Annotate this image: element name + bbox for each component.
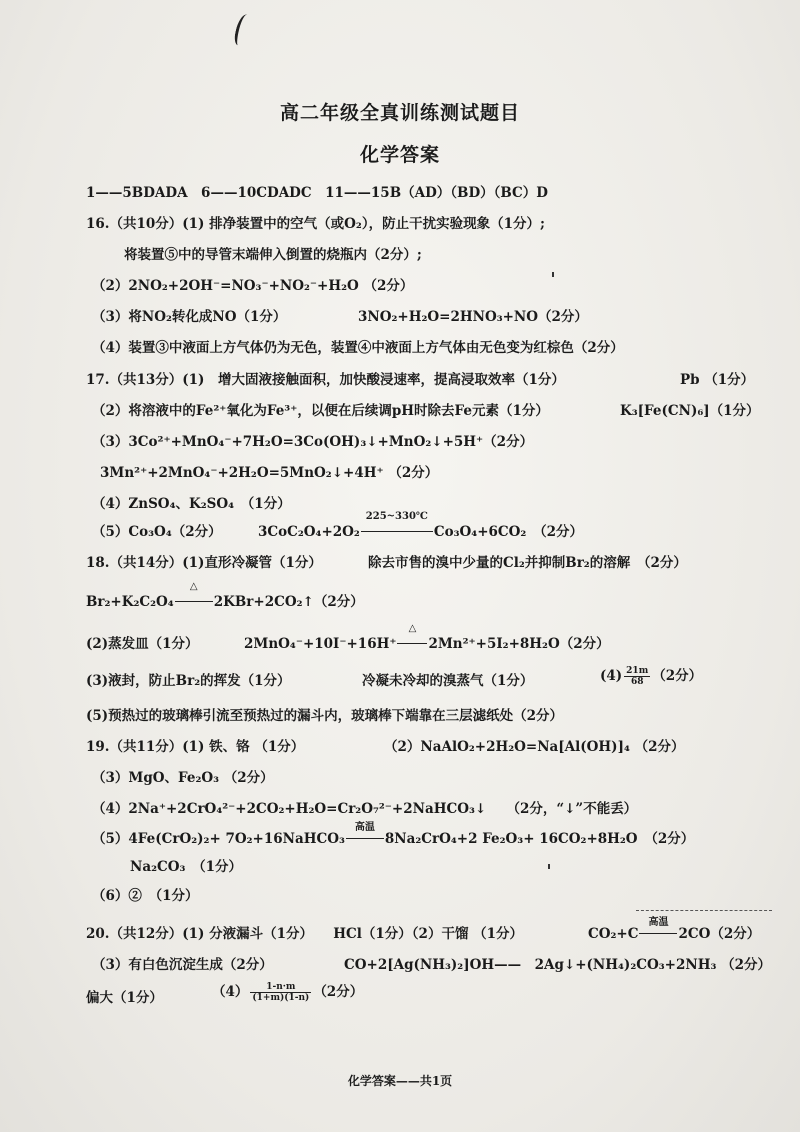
fraction (624, 666, 650, 687)
q18-part4 (600, 664, 702, 687)
q19-part1: 19.（共11分）(1) 铁、铬 （1分） (86, 739, 305, 755)
equation-right: 2KBr+2CO₂↑（2分） (213, 594, 364, 610)
reaction-arrow (639, 933, 677, 934)
denominator: 68 (630, 677, 644, 687)
ink-speck (548, 864, 550, 869)
q19-part5-equation (92, 822, 695, 847)
q19-part6: （6）② （1分） (92, 888, 199, 904)
q16-part3-a: （3）将NO₂转化成NO（1分） (92, 309, 287, 325)
q16-part1: 16.（共10分）(1) 排净装置中的空气（或O₂），防止干扰实验现象（1分）; (86, 216, 545, 232)
q20-part3-b: CO+2[Ag(NH₃)₂]OH—— 2Ag↓+(NH₄)₂CO₃+2NH₃ （2分） (344, 957, 771, 973)
q20-part3-c: 偏大（1分） (86, 990, 163, 1006)
q16-part3-b: 3NO₂+H₂O=2HNO₃+NO（2分） (358, 309, 588, 325)
equation-left: （5）4Fe(CrO₂)₂+ 7O₂+16NaHCO₃ (92, 831, 345, 847)
q16-part1-cont: 将装置⑤中的导管末端伸入倒置的烧瓶内（2分）; (124, 247, 422, 263)
q19-part5-b: Na₂CO₃ （1分） (130, 859, 243, 875)
denominator: (1+m)(1-n) (252, 993, 310, 1003)
page-title: 高二年级全真训练测试题目 (279, 102, 520, 124)
reaction-arrow (346, 838, 384, 839)
q17-part3-a: （3）3Co²⁺+MnO₄⁻+7H₂O=3Co(OH)₃↓+MnO₂↓+5H⁺（2分） (92, 434, 534, 450)
q17-part3-b: 3Mn²⁺+2MnO₄⁻+2H₂O=5MnO₂↓+4H⁺ （2分） (100, 465, 439, 481)
condition-label: 高温 (648, 917, 669, 928)
equation-right: 2CO（2分） (678, 926, 761, 942)
q18-equation (86, 581, 364, 610)
reaction-arrow (397, 643, 427, 644)
multiple-choice-answers: 1——5BDADA 6——10CDADC 11——15B（AD）（BD）（BC）D (86, 185, 549, 201)
numerator: 21m (626, 666, 649, 676)
q17-part2-b: K₃[Fe(CN)₆]（1分） (620, 403, 760, 419)
reaction-arrow (175, 601, 213, 602)
q17-part5-a: （5）Co₃O₄（2分） (92, 524, 222, 540)
reaction-condition (175, 581, 213, 610)
numerator: 1-n·m (250, 982, 311, 993)
part-label: （4） (212, 984, 249, 1000)
q19-part2: （2）NaAlO₂+2H₂O=Na[Al(OH)]₄ （2分） (384, 739, 685, 755)
q16-part2: （2）2NO₂+2OH⁻=NO₃⁻+NO₂⁻+H₂O （2分） (92, 278, 414, 294)
q18-part1-a: 18.（共14分）(1)直形冷凝管（1分） (86, 555, 322, 571)
q17-part5-equation (258, 511, 583, 540)
dashed-rule (636, 910, 772, 911)
q16-part4: （4）装置③中液面上方气体仍为无色，装置④中液面上方气体由无色变为红棕色（2分） (92, 340, 624, 356)
score: （2分） (313, 984, 364, 1000)
q18-part2-a: (2)蒸发皿（1分） (86, 636, 199, 652)
reaction-condition (361, 511, 433, 540)
q20-equation (588, 917, 761, 942)
q20-part3-a: （3）有白色沉淀生成（2分） (92, 957, 273, 973)
q18-part5: (5)预热过的玻璃棒引流至预热过的漏斗内，玻璃棒下端靠在三层滤纸处（2分） (86, 708, 564, 724)
equation-right: Co₃O₄+6CO₂ （2分） (433, 524, 583, 540)
ink-mark (233, 13, 252, 47)
q18-part1-b: 除去市售的溴中少量的Cl₂并抑制Br₂的溶解 （2分） (368, 555, 687, 571)
page-subtitle: 化学答案 (359, 144, 440, 166)
condition-label: 225~330℃ (365, 511, 428, 522)
q19-part3: （3）MgO、Fe₂O₃ （2分） (92, 770, 274, 786)
fraction (250, 982, 311, 1003)
equation-right: 8Na₂CrO₄+2 Fe₂O₃+ 16CO₂+8H₂O （2分） (384, 831, 695, 847)
condition-label: △ (189, 581, 198, 592)
q18-part3-a: (3)液封，防止Br₂的挥发（1分） (86, 673, 291, 689)
q17-part4: （4）ZnSO₄、K₂SO₄ （1分） (92, 496, 291, 512)
condition-label: 高温 (354, 822, 375, 833)
equation-left: Br₂+K₂C₂O₄ (86, 594, 174, 610)
q20-part4 (212, 980, 363, 1003)
reaction-condition (346, 822, 384, 847)
part-label: (4) (600, 668, 623, 684)
equation-left: 2MnO₄⁻+10I⁻+16H⁺ (244, 636, 397, 652)
equation-left: 3CoC₂O₄+2O₂ (258, 524, 360, 540)
equation-left: CO₂+C (588, 926, 639, 942)
equation-right: 2Mn²⁺+5I₂+8H₂O（2分） (428, 636, 610, 652)
q18-part2-equation (244, 623, 610, 652)
reaction-arrow (361, 531, 433, 532)
q17-part1-a: 17.（共13分）(1) 增大固液接触面积，加快酸浸速率，提高浸取效率（1分） (86, 372, 565, 388)
page-footer: 化学答案——共1页 (347, 1074, 453, 1088)
condition-label: △ (408, 623, 417, 634)
q19-part4: （4）2Na⁺+2CrO₄²⁻+2CO₂+H₂O=Cr₂O₇²⁻+2NaHCO₃↓ （2分，“↓”不能丢） (92, 801, 638, 817)
q18-part3-b: 冷凝未冷却的溴蒸气（1分） (362, 673, 534, 689)
q20-part1-2: 20.（共12分）(1) 分液漏斗（1分） HCl（1分）（2）干馏 （1分） (86, 926, 524, 942)
reaction-condition (639, 917, 677, 942)
q17-part1-b: Pb （1分） (680, 372, 755, 388)
ink-speck (552, 272, 554, 277)
q17-part2-a: （2）将溶液中的Fe²⁺氧化为Fe³⁺，以便在后续调pH时除去Fe元素（1分） (92, 403, 549, 419)
reaction-condition (397, 623, 427, 652)
score: （2分） (652, 668, 703, 684)
